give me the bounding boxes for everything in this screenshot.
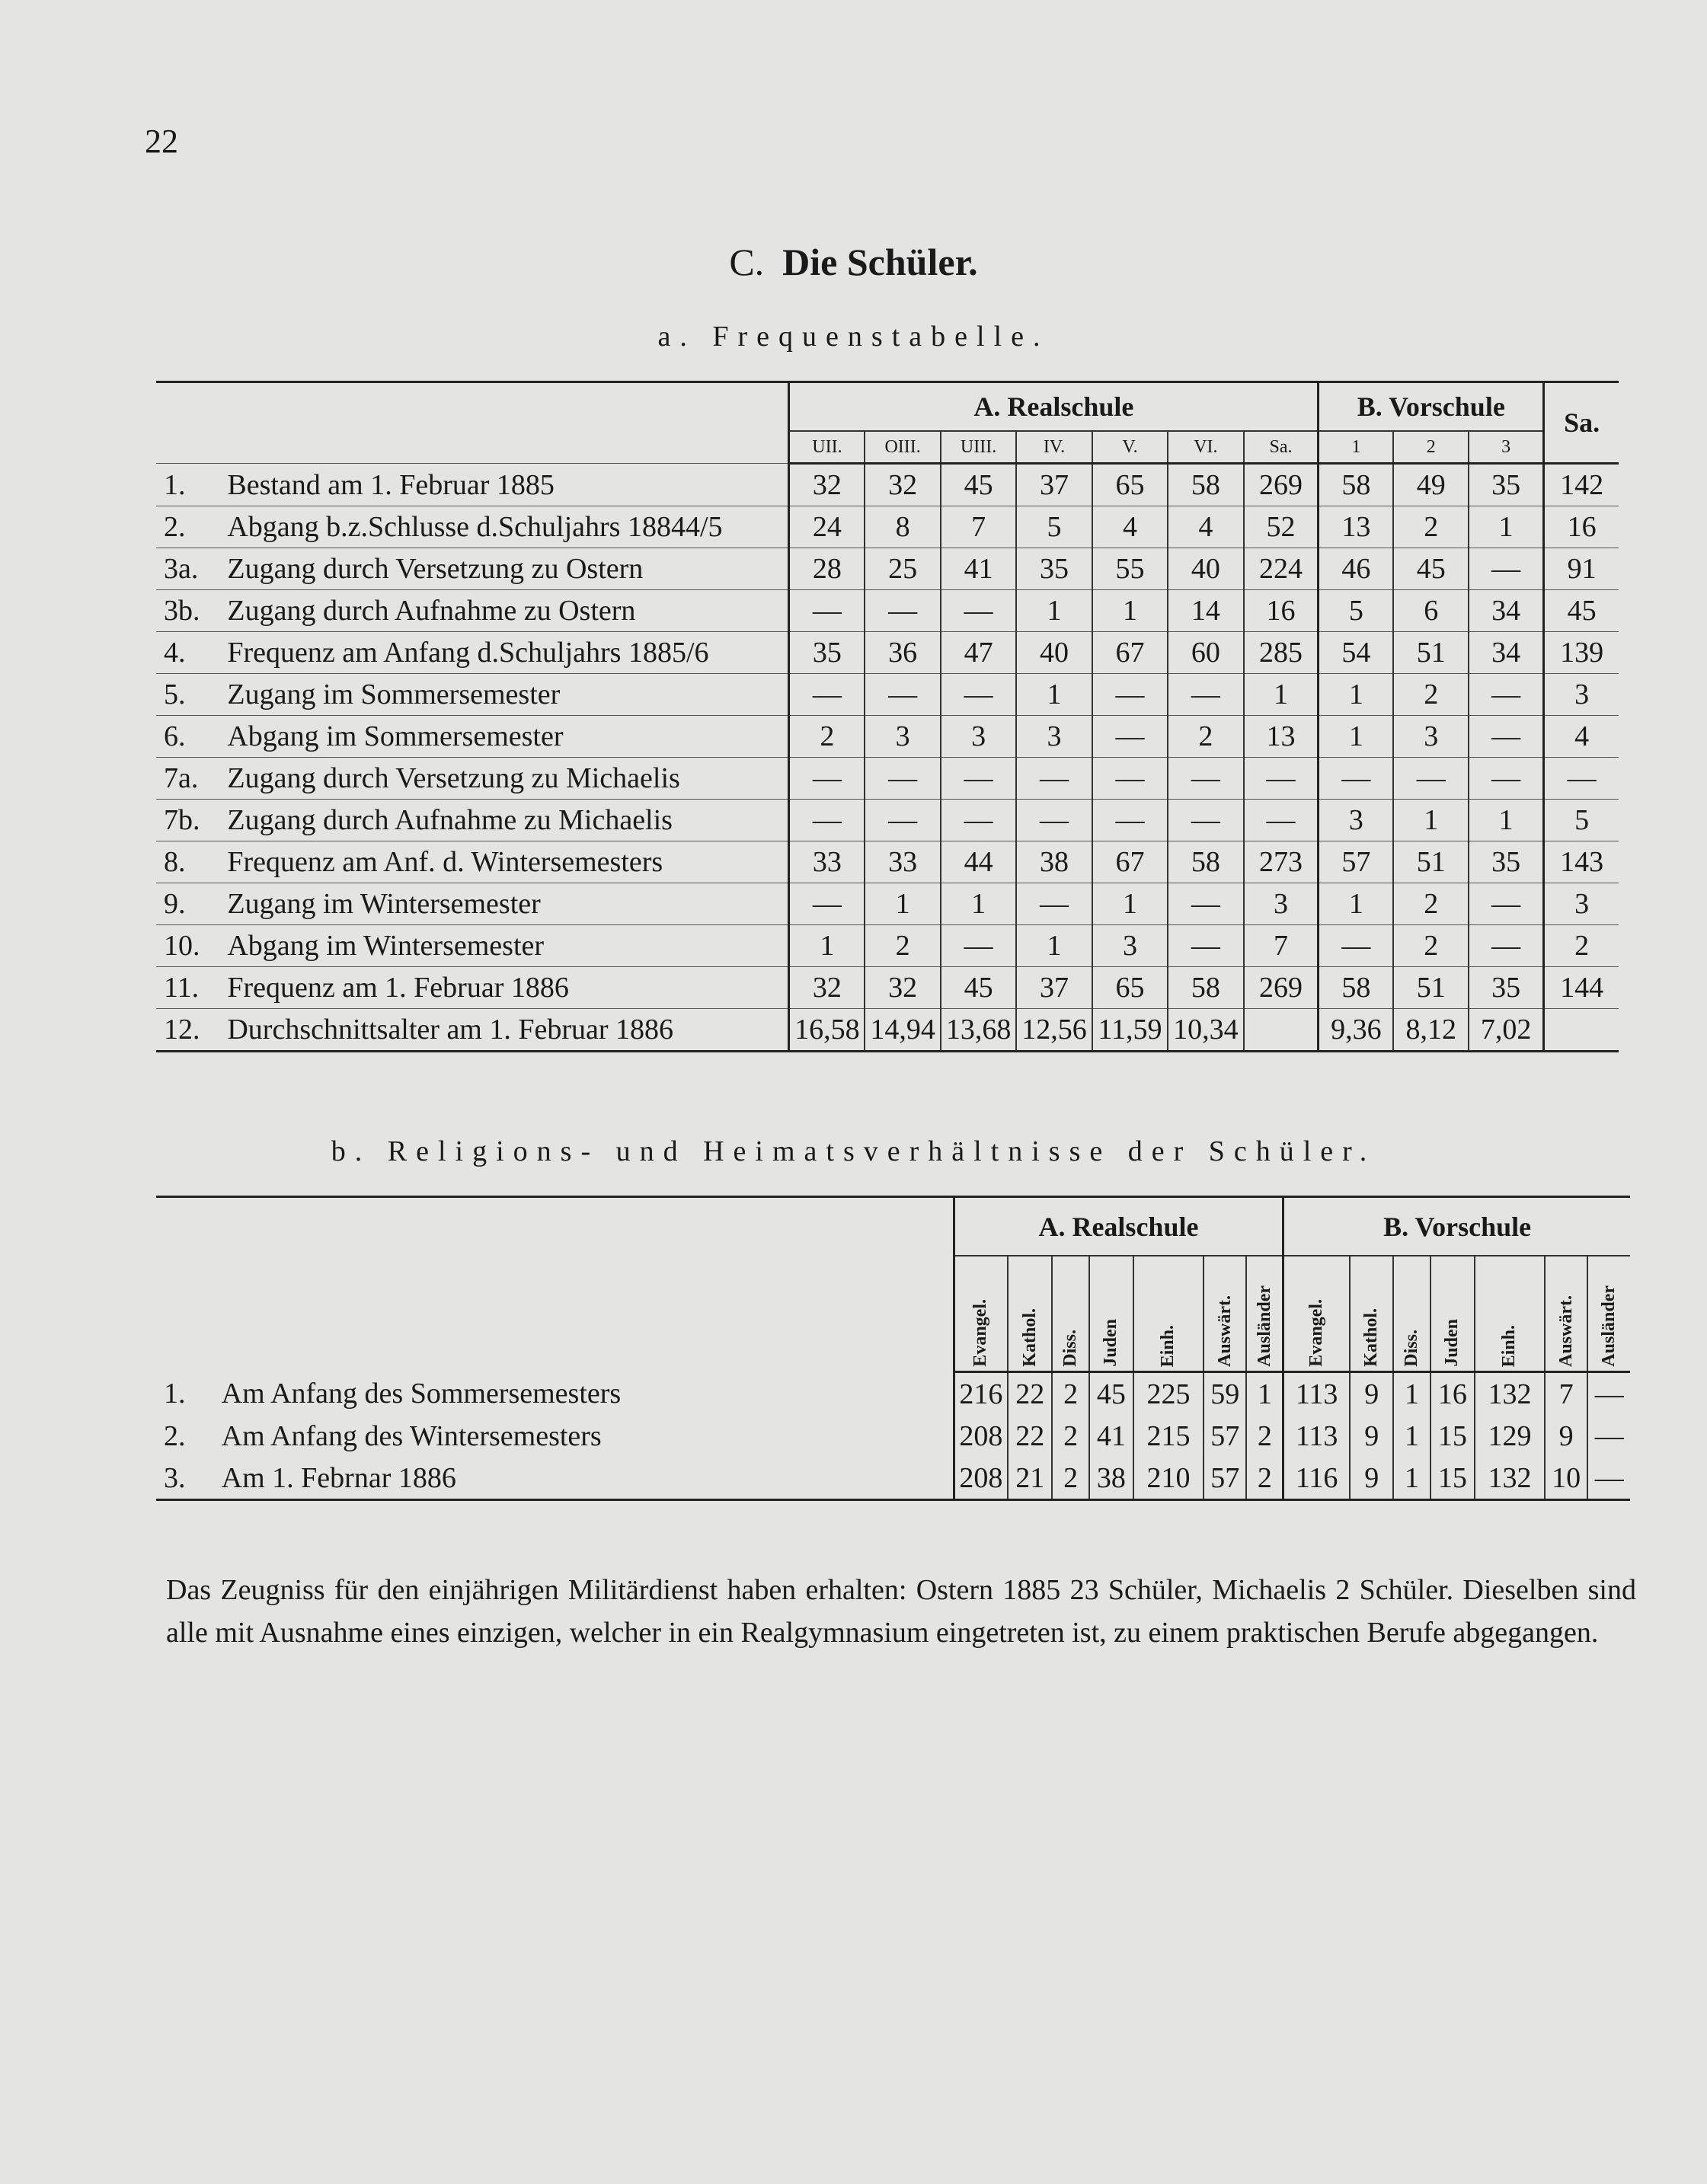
table-row — [156, 548, 1619, 590]
table-cell: 44 — [941, 841, 1016, 883]
table-row — [156, 883, 1619, 925]
table-cell: 5 — [1544, 800, 1619, 841]
table-cell: 24 — [789, 506, 865, 548]
table-cell: — — [1016, 758, 1092, 800]
table-cell: 41 — [1089, 1415, 1133, 1457]
table-cell: 52 — [1244, 506, 1319, 548]
realschule-header: A. Realschule — [789, 382, 1319, 432]
table-cell: 33 — [865, 841, 940, 883]
table-cell: 1 — [1016, 590, 1092, 632]
table-cell: 210 — [1133, 1457, 1204, 1500]
table-cell: — — [789, 590, 865, 632]
table-cell: 3 — [865, 716, 940, 758]
military-certificate-note: Das Zeugniss für den einjährigen Militärdienst haben erhalten: Ostern 1885 23 Schüler, Michaelis 2 Schüler. Dieselben sind alle mit Ausnahme eines einzigen, welcher in ein Realgymnasium eingetreten ist, zu einem praktischen Berufe abgegangen. — [166, 1574, 1636, 1649]
table-cell: — — [1544, 758, 1619, 800]
table-cell: 37 — [1016, 967, 1092, 1009]
table-cell: 4 — [1544, 716, 1619, 758]
row-number: 2. — [164, 1419, 186, 1452]
table-cell: 3 — [1092, 925, 1168, 967]
table-cell: 45 — [1544, 590, 1619, 632]
religion-col-header — [1587, 1256, 1630, 1372]
table-cell: 45 — [1089, 1372, 1133, 1416]
table-cell: 113 — [1283, 1415, 1350, 1457]
table-cell: 1 — [1092, 883, 1168, 925]
table-cell: 58 — [1168, 464, 1243, 506]
table-cell: 37 — [1016, 464, 1092, 506]
table-cell: 269 — [1244, 464, 1319, 506]
table-cell: 2 — [1168, 716, 1243, 758]
table-cell: 35 — [1469, 841, 1544, 883]
religion-col-label: Kathol. — [1019, 1308, 1040, 1367]
table-cell: 2 — [865, 925, 940, 967]
table-row — [156, 590, 1619, 632]
table-cell: — — [1168, 883, 1243, 925]
table-cell: — — [1587, 1457, 1630, 1500]
frequency-col-header: IV. — [1016, 431, 1092, 464]
table-cell: — — [1092, 716, 1168, 758]
table-cell: 11,59 — [1092, 1009, 1168, 1052]
row-label: Zugang im Wintersemester — [227, 888, 541, 920]
table-cell: — — [1393, 758, 1469, 800]
table-cell: 14,94 — [865, 1009, 940, 1052]
table-cell: — — [1319, 925, 1394, 967]
table-cell: 132 — [1475, 1457, 1545, 1500]
table-row — [156, 506, 1619, 548]
frequency-col-header: 3 — [1469, 431, 1544, 464]
table-row — [156, 758, 1619, 800]
table-cell: 6 — [1393, 590, 1469, 632]
table-row — [156, 1009, 1619, 1052]
table-cell: 13,68 — [941, 1009, 1016, 1052]
religion-table-caption: b. Religions- und Heimatsverhältnisse der Schüler. — [331, 1135, 1376, 1167]
row-number: 11. — [164, 972, 200, 1004]
table-cell: 1 — [1016, 674, 1092, 716]
table-cell: — — [941, 674, 1016, 716]
row-number: 3. — [164, 1461, 186, 1494]
religion-col-header — [1204, 1256, 1246, 1372]
table-cell: 35 — [1469, 464, 1544, 506]
table-cell: 2 — [1052, 1457, 1088, 1500]
table-cell: 1 — [1319, 883, 1394, 925]
table-cell: — — [865, 758, 940, 800]
row-label: Frequenz am 1. Februar 1886 — [227, 972, 569, 1004]
row-label: Zugang durch Aufnahme zu Michaelis — [227, 804, 673, 836]
religion-col-label: Juden — [1101, 1319, 1121, 1367]
row-number: 4. — [164, 637, 186, 669]
frequency-col-header: 1 — [1319, 431, 1394, 464]
table-cell: 129 — [1475, 1415, 1545, 1457]
section-letter: C. — [729, 241, 765, 283]
table-cell: 2 — [1052, 1372, 1088, 1416]
table-cell: 22 — [1008, 1372, 1052, 1416]
table-cell: 269 — [1244, 967, 1319, 1009]
religion-realschule-header: A. Realschule — [954, 1197, 1283, 1256]
table-cell: 15 — [1430, 1415, 1475, 1457]
table-cell: 47 — [941, 632, 1016, 674]
table-cell: 273 — [1244, 841, 1319, 883]
table-cell: 59 — [1204, 1372, 1246, 1416]
table-cell: — — [1319, 758, 1394, 800]
table-cell: 2 — [1393, 506, 1469, 548]
table-cell: 5 — [1016, 506, 1092, 548]
table-cell: 38 — [1016, 841, 1092, 883]
table-cell: 21 — [1008, 1457, 1052, 1500]
table-cell: 3 — [941, 716, 1016, 758]
table-cell: 67 — [1092, 841, 1168, 883]
table-cell: 2 — [1393, 925, 1469, 967]
table-cell: — — [789, 800, 865, 841]
table-cell: — — [1016, 800, 1092, 841]
table-cell: 58 — [1319, 967, 1394, 1009]
religion-col-label: Diss. — [1060, 1330, 1081, 1367]
table-cell: 2 — [789, 716, 865, 758]
table-cell: — — [789, 758, 865, 800]
table-cell: 2 — [1246, 1415, 1283, 1457]
table-cell: 10 — [1545, 1457, 1587, 1500]
table-cell: 116 — [1283, 1457, 1350, 1500]
table-cell: 57 — [1204, 1457, 1246, 1500]
table-cell: 12,56 — [1016, 1009, 1092, 1052]
table-row — [156, 800, 1619, 841]
religion-col-header — [1008, 1256, 1052, 1372]
table-cell: 58 — [1168, 841, 1243, 883]
table-cell: 1 — [1469, 800, 1544, 841]
table-cell: — — [1469, 674, 1544, 716]
page-number: 22 — [145, 123, 178, 160]
table-cell: 4 — [1168, 506, 1243, 548]
table-cell: 65 — [1092, 967, 1168, 1009]
table-cell — [1244, 1009, 1319, 1052]
row-label: Frequenz am Anf. d. Wintersemesters — [227, 846, 663, 878]
table-cell: — — [1168, 674, 1243, 716]
table-cell: 1 — [789, 925, 865, 967]
table-cell: 67 — [1092, 632, 1168, 674]
religion-vorschule-header: B. Vorschule — [1283, 1197, 1630, 1256]
table-cell: — — [1016, 883, 1092, 925]
religion-col-label: Juden — [1442, 1319, 1462, 1367]
table-cell: — — [789, 674, 865, 716]
table-cell: 57 — [1204, 1415, 1246, 1457]
table-cell: 58 — [1168, 967, 1243, 1009]
table-cell: 1 — [1092, 590, 1168, 632]
vorschule-header: B. Vorschule — [1319, 382, 1544, 432]
table-cell: — — [1469, 925, 1544, 967]
table-cell: 35 — [1016, 548, 1092, 590]
table-row — [156, 1415, 1630, 1457]
table-cell: 2 — [1246, 1457, 1283, 1500]
table-cell: — — [1587, 1372, 1630, 1416]
religion-col-header — [1089, 1256, 1133, 1372]
table-cell: 3 — [1544, 883, 1619, 925]
religion-col-header — [1545, 1256, 1587, 1372]
table-cell: 32 — [789, 967, 865, 1009]
table-cell: 41 — [941, 548, 1016, 590]
row-label: Abgang im Sommersemester — [227, 720, 564, 752]
religion-col-label: Einh. — [1158, 1324, 1178, 1367]
table-cell: 13 — [1319, 506, 1394, 548]
table-row — [156, 1457, 1630, 1500]
table-cell: 32 — [789, 464, 865, 506]
table-cell: — — [941, 758, 1016, 800]
table-cell: 2 — [1393, 674, 1469, 716]
table-cell: 51 — [1393, 841, 1469, 883]
row-number: 2. — [164, 511, 186, 543]
table-cell: 5 — [1319, 590, 1394, 632]
table-cell: — — [1469, 716, 1544, 758]
religion-col-header — [1133, 1256, 1204, 1372]
table-row — [156, 925, 1619, 967]
table-cell: 3 — [1319, 800, 1394, 841]
table-cell: 1 — [1319, 716, 1394, 758]
frequency-table-caption: a. Frequenstabelle. — [657, 321, 1050, 353]
table-row — [156, 674, 1619, 716]
table-cell: 1 — [1393, 1372, 1430, 1416]
table-cell: 1 — [1244, 674, 1319, 716]
table-cell: 28 — [789, 548, 865, 590]
table-cell: — — [865, 590, 940, 632]
frequency-col-header: VI. — [1168, 431, 1243, 464]
table-row — [156, 716, 1619, 758]
table-cell: 216 — [954, 1372, 1008, 1416]
table-cell: 2 — [1393, 883, 1469, 925]
table-cell: 142 — [1544, 464, 1619, 506]
section-title — [0, 240, 1707, 284]
table-cell: 1 — [1393, 1457, 1430, 1500]
table-cell: 7 — [1244, 925, 1319, 967]
table-cell: 1 — [1469, 506, 1544, 548]
row-label: Am Anfang des Wintersemesters — [221, 1419, 602, 1452]
table-cell: 3 — [1244, 883, 1319, 925]
table-cell: 45 — [941, 464, 1016, 506]
table-cell: 14 — [1168, 590, 1243, 632]
table-cell: 51 — [1393, 632, 1469, 674]
table-cell: 1 — [1246, 1372, 1283, 1416]
table-cell: 215 — [1133, 1415, 1204, 1457]
table-cell: 2 — [1544, 925, 1619, 967]
table-cell: — — [865, 800, 940, 841]
table-cell: 16,58 — [789, 1009, 865, 1052]
table-row — [156, 632, 1619, 674]
table-cell: 8,12 — [1393, 1009, 1469, 1052]
religion-col-header — [1283, 1256, 1350, 1372]
row-number: 7a. — [164, 762, 199, 794]
religion-col-label: Evangel. — [1306, 1299, 1327, 1367]
religion-col-header — [954, 1256, 1008, 1372]
table-row — [156, 967, 1619, 1009]
table-cell: 40 — [1168, 548, 1243, 590]
table-cell: 7 — [941, 506, 1016, 548]
table-cell: 1 — [865, 883, 940, 925]
table-cell: 224 — [1244, 548, 1319, 590]
frequency-col-header: V. — [1092, 431, 1168, 464]
table-cell: 36 — [865, 632, 940, 674]
table-cell: — — [1244, 758, 1319, 800]
table-cell: 16 — [1544, 506, 1619, 548]
table-cell: 25 — [865, 548, 940, 590]
table-cell: 33 — [789, 841, 865, 883]
table-cell: 38 — [1089, 1457, 1133, 1500]
table-cell: 3 — [1544, 674, 1619, 716]
table-cell: — — [1168, 758, 1243, 800]
table-cell: 208 — [954, 1415, 1008, 1457]
table-cell: 1 — [1393, 800, 1469, 841]
table-cell: — — [941, 590, 1016, 632]
table-cell: 46 — [1319, 548, 1394, 590]
row-label: Frequenz am Anfang d.Schuljahrs 1885/6 — [227, 637, 709, 669]
table-cell: — — [1092, 758, 1168, 800]
religion-col-label: Diss. — [1402, 1330, 1422, 1367]
religion-col-label: Ausländer — [1254, 1285, 1274, 1367]
table-cell: 285 — [1244, 632, 1319, 674]
row-number: 9. — [164, 888, 186, 920]
table-cell: — — [941, 925, 1016, 967]
row-label: Am 1. Febrnar 1886 — [221, 1461, 456, 1494]
religion-col-label: Auswärt. — [1214, 1295, 1235, 1367]
table-cell: — — [1244, 800, 1319, 841]
row-label: Zugang durch Versetzung zu Ostern — [227, 553, 644, 585]
table-cell: 9,36 — [1319, 1009, 1394, 1052]
table-cell: 144 — [1544, 967, 1619, 1009]
table-row — [156, 464, 1619, 506]
table-cell: 1 — [1016, 925, 1092, 967]
table-cell: 225 — [1133, 1372, 1204, 1416]
table-cell: — — [1469, 883, 1544, 925]
row-label: Am Anfang des Sommersemesters — [221, 1377, 622, 1410]
table-cell: 60 — [1168, 632, 1243, 674]
table-cell: 13 — [1244, 716, 1319, 758]
table-cell: 45 — [1393, 548, 1469, 590]
table-cell: — — [1469, 548, 1544, 590]
table-cell: 22 — [1008, 1415, 1052, 1457]
row-number: 1. — [164, 1377, 186, 1410]
table-cell: 16 — [1244, 590, 1319, 632]
religion-col-header — [1430, 1256, 1475, 1372]
row-label: Abgang im Wintersemester — [227, 930, 545, 962]
table-cell: 208 — [954, 1457, 1008, 1500]
row-label: Zugang durch Versetzung zu Michaelis — [227, 762, 680, 794]
table-cell: 2 — [1052, 1415, 1088, 1457]
row-label: Bestand am 1. Februar 1885 — [227, 468, 555, 501]
table-cell: 1 — [1319, 674, 1394, 716]
table-cell: 35 — [1469, 967, 1544, 1009]
table-cell: 143 — [1544, 841, 1619, 883]
table-cell: 9 — [1350, 1457, 1393, 1500]
table-cell: 40 — [1016, 632, 1092, 674]
religion-table — [156, 1196, 1630, 1501]
row-label: Zugang im Sommersemester — [227, 679, 561, 710]
table-cell: 45 — [941, 967, 1016, 1009]
table-cell: 132 — [1475, 1372, 1545, 1416]
frequency-table — [156, 381, 1619, 1052]
row-number: 8. — [164, 846, 186, 878]
table-cell: 91 — [1544, 548, 1619, 590]
table-cell: 7,02 — [1469, 1009, 1544, 1052]
row-number: 12. — [164, 1014, 200, 1046]
table-cell: 3 — [1393, 716, 1469, 758]
table-cell: 8 — [865, 506, 940, 548]
row-label: Zugang durch Aufnahme zu Ostern — [227, 595, 636, 627]
table-row — [156, 1372, 1630, 1416]
table-cell: 55 — [1092, 548, 1168, 590]
row-label: Abgang b.z.Schlusse d.Schuljahrs 18844/5 — [227, 511, 723, 543]
row-label: Durchschnittsalter am 1. Februar 1886 — [227, 1014, 674, 1046]
table-cell: 54 — [1319, 632, 1394, 674]
table-cell: — — [865, 674, 940, 716]
religion-col-header — [1052, 1256, 1088, 1372]
table-cell: — — [789, 883, 865, 925]
table-cell: 10,34 — [1168, 1009, 1243, 1052]
table-cell: 15 — [1430, 1457, 1475, 1500]
table-cell: 3 — [1016, 716, 1092, 758]
table-cell: 65 — [1092, 464, 1168, 506]
row-number: 6. — [164, 720, 186, 752]
table-cell: 9 — [1350, 1415, 1393, 1457]
table-cell: 16 — [1430, 1372, 1475, 1416]
religion-col-header — [1246, 1256, 1283, 1372]
religion-col-header — [1350, 1256, 1393, 1372]
table-cell: 57 — [1319, 841, 1394, 883]
religion-col-label: Ausländer — [1599, 1285, 1619, 1367]
table-cell: 49 — [1393, 464, 1469, 506]
table-cell — [1544, 1009, 1619, 1052]
frequency-col-header: Sa. — [1244, 431, 1319, 464]
table-cell: — — [1587, 1415, 1630, 1457]
table-cell: 7 — [1545, 1372, 1587, 1416]
row-number: 5. — [164, 679, 186, 710]
table-cell: 4 — [1092, 506, 1168, 548]
table-cell: 113 — [1283, 1372, 1350, 1416]
table-cell: 32 — [865, 464, 940, 506]
table-cell: 9 — [1545, 1415, 1587, 1457]
religion-col-label: Kathol. — [1361, 1308, 1382, 1367]
frequency-col-header: UII. — [789, 431, 865, 464]
religion-col-header — [1393, 1256, 1430, 1372]
table-row — [156, 841, 1619, 883]
row-number: 10. — [164, 930, 200, 962]
section-title-text: Die Schüler. — [782, 241, 978, 283]
row-number: 3a. — [164, 553, 199, 585]
table-cell: 51 — [1393, 967, 1469, 1009]
table-cell: 1 — [1393, 1415, 1430, 1457]
table-cell: 139 — [1544, 632, 1619, 674]
table-cell: 34 — [1469, 590, 1544, 632]
table-cell: 1 — [941, 883, 1016, 925]
table-cell: — — [1092, 800, 1168, 841]
religion-col-label: Evangel. — [970, 1299, 991, 1367]
table-cell: — — [1168, 925, 1243, 967]
religion-col-header — [1475, 1256, 1545, 1372]
table-cell: 9 — [1350, 1372, 1393, 1416]
table-cell: — — [1092, 674, 1168, 716]
row-number: 7b. — [164, 804, 200, 836]
table-cell: 34 — [1469, 632, 1544, 674]
religion-col-label: Einh. — [1499, 1324, 1520, 1367]
total-header: Sa. — [1544, 382, 1619, 464]
frequency-col-header: OIII. — [865, 431, 940, 464]
row-number: 1. — [164, 468, 186, 501]
table-cell: 32 — [865, 967, 940, 1009]
table-cell: 58 — [1319, 464, 1394, 506]
frequency-col-header: UIII. — [941, 431, 1016, 464]
table-cell: — — [941, 800, 1016, 841]
frequency-col-header: 2 — [1393, 431, 1469, 464]
table-cell: — — [1168, 800, 1243, 841]
religion-col-label: Auswärt. — [1555, 1295, 1576, 1367]
row-number: 3b. — [164, 595, 200, 627]
table-cell: — — [1469, 758, 1544, 800]
table-cell: 35 — [789, 632, 865, 674]
